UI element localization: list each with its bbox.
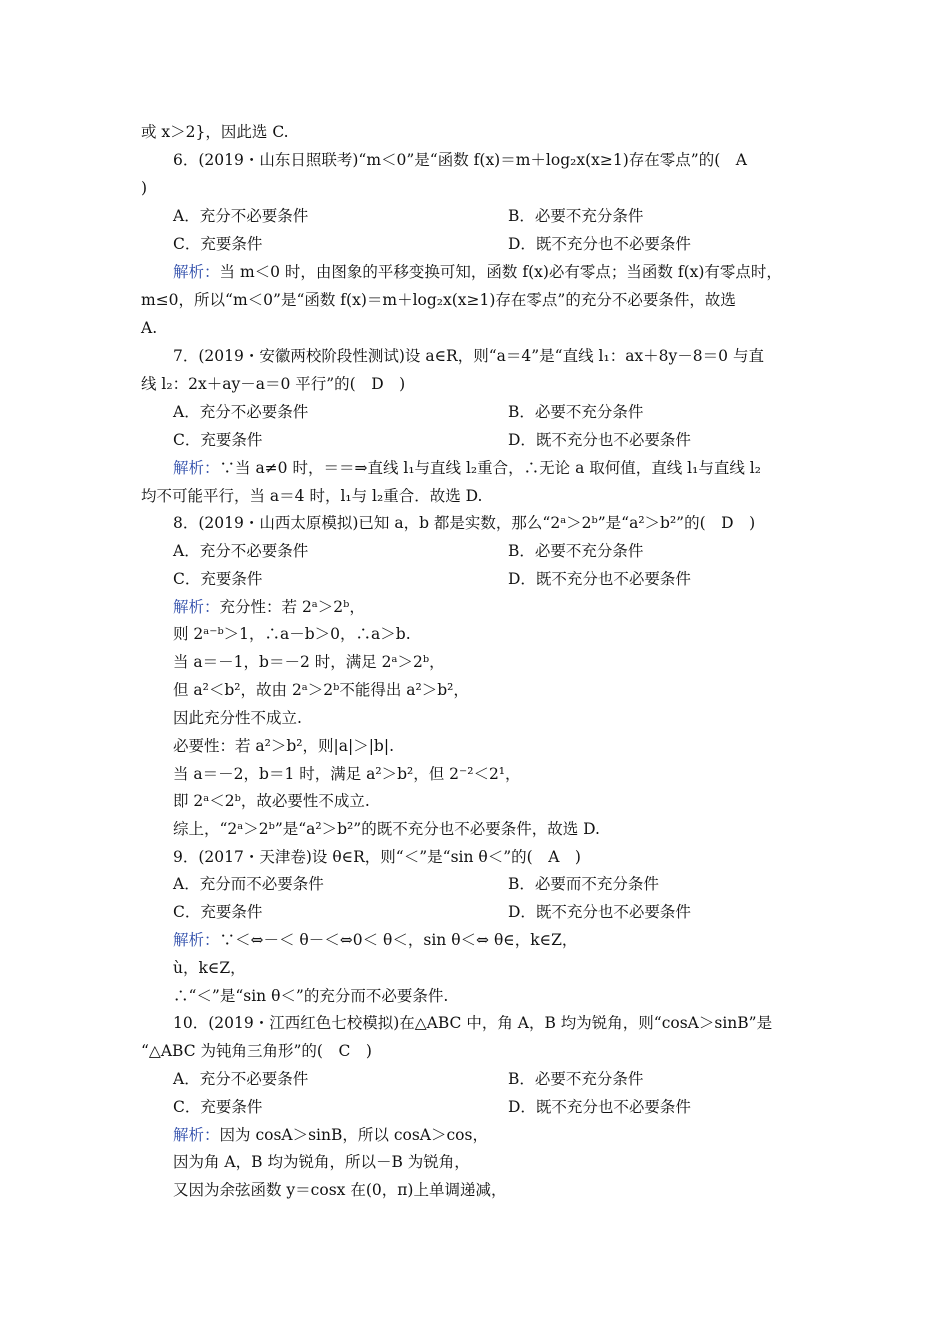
question-7-option-b: B．必要不充分条件 bbox=[508, 403, 644, 421]
analysis-text: 因为 cosA＞sinB，所以 cosA＞cos， bbox=[219, 1126, 488, 1144]
question-6-option-a: A．充分不必要条件 bbox=[173, 207, 309, 225]
analysis-8-line-9: 综上，“2ᵃ＞2ᵇ”是“a²＞b²”的既不充分也不必要条件，故选 D. bbox=[173, 820, 600, 838]
question-6-stem: 6．(2019・山东日照联考)“m＜0”是“函数 f(x)＝m＋log₂x(x≥1)存在零点”的( A bbox=[173, 151, 747, 169]
question-10-stem-2: “△ABC 为钝角三角形”的( C ) bbox=[141, 1042, 372, 1060]
question-10-option-d: D．既不充分也不必要条件 bbox=[508, 1098, 691, 1116]
analysis-label: 解析： bbox=[173, 931, 220, 949]
question-6-stem-end: ) bbox=[141, 179, 148, 197]
question-6-option-c: C．充要条件 bbox=[173, 235, 263, 253]
question-8-option-b: B．必要不充分条件 bbox=[508, 542, 644, 560]
analysis-7-line-2: 均不可能平行，当 a＝4 时，l₁与 l₂重合．故选 D. bbox=[141, 487, 483, 505]
analysis-8-line-6: 必要性：若 a²＞b²，则|a|＞|b|. bbox=[173, 737, 394, 755]
analysis-10-line-2: 因为角 A，B 均为锐角，所以－B 为锐角， bbox=[173, 1153, 470, 1171]
question-7-stem-2: 线 l₂：2x＋ay－a＝0 平行”的( D ) bbox=[141, 375, 406, 393]
question-7-option-c: C．充要条件 bbox=[173, 431, 263, 449]
question-7-stem: 7．(2019・安徽两校阶段性测试)设 a∈R，则“a＝4”是“直线 l₁：ax＋8y－8＝0 与直 bbox=[173, 347, 764, 365]
analysis-8-line-1 bbox=[173, 597, 365, 617]
analysis-label: 解析： bbox=[173, 263, 220, 281]
analysis-text: 当 m＜0 时，由图象的平移变换可知，函数 f(x)必有零点；当函数 f(x)有零点时， bbox=[219, 263, 782, 281]
analysis-8-line-7: 当 a＝－2，b＝1 时，满足 a²＞b²，但 2⁻²＜2¹， bbox=[173, 765, 521, 783]
question-8-stem: 8．(2019・山西太原模拟)已知 a，b 都是实数，那么“2ᵃ＞2ᵇ”是“a²＞b²”的( D ) bbox=[173, 514, 756, 532]
analysis-6-line-2: m≤0，所以“m＜0”是“函数 f(x)＝m＋log₂x(x≥1)存在零点”的充分不必要条件，故选 bbox=[141, 291, 736, 309]
analysis-9-line-2: ù，k∈Z， bbox=[173, 959, 246, 977]
analysis-text: 充分性：若 2ᵃ＞2ᵇ， bbox=[219, 598, 365, 616]
analysis-label: 解析： bbox=[173, 459, 220, 477]
analysis-10-line-1 bbox=[173, 1125, 488, 1145]
analysis-8-line-3: 当 a＝－1，b＝－2 时，满足 2ᵃ＞2ᵇ， bbox=[173, 653, 445, 671]
question-9-option-a: A．充分而不必要条件 bbox=[173, 875, 324, 893]
text-line: 或 x＞2}，因此选 C. bbox=[141, 123, 289, 141]
question-9-option-b: B．必要而不充分条件 bbox=[508, 875, 659, 893]
analysis-text: ∵＜⇔－＜ θ－＜⇔0＜ θ＜，sin θ＜⇔ θ∈，k∈Z， bbox=[219, 931, 578, 949]
analysis-6-line-3: A. bbox=[141, 319, 158, 337]
question-8-option-c: C．充要条件 bbox=[173, 570, 263, 588]
question-8-option-a: A．充分不必要条件 bbox=[173, 542, 309, 560]
analysis-label: 解析： bbox=[173, 1126, 220, 1144]
question-9-stem: 9．(2017・天津卷)设 θ∈R，则“＜”是“sin θ＜”的( A ) bbox=[173, 848, 581, 866]
analysis-8-line-8: 即 2ᵃ＜2ᵇ，故必要性不成立. bbox=[173, 792, 370, 810]
question-10-stem: 10．(2019・江西红色七校模拟)在△ABC 中，角 A，B 均为锐角，则“cosA＞sinB”是 bbox=[173, 1014, 773, 1032]
analysis-6-line-1 bbox=[173, 262, 782, 282]
question-7-option-d: D．既不充分也不必要条件 bbox=[508, 431, 691, 449]
analysis-text: ∵当 a≠0 时，＝＝⇒直线 l₁与直线 l₂重合，∴无论 a 取何值，直线 l₁与直线 l₂ bbox=[219, 459, 761, 477]
question-10-option-c: C．充要条件 bbox=[173, 1098, 263, 1116]
question-6-option-b: B．必要不充分条件 bbox=[508, 207, 644, 225]
analysis-8-line-2: 则 2ᵃ⁻ᵇ＞1，∴a－b＞0，∴a＞b. bbox=[173, 625, 411, 643]
analysis-label: 解析： bbox=[173, 598, 220, 616]
analysis-8-line-4: 但 a²＜b²，故由 2ᵃ＞2ᵇ不能得出 a²＞b²， bbox=[173, 681, 469, 699]
question-9-option-c: C．充要条件 bbox=[173, 903, 263, 921]
analysis-8-line-5: 因此充分性不成立. bbox=[173, 709, 302, 727]
analysis-9-line-3: ∴“＜”是“sin θ＜”的充分而不必要条件. bbox=[173, 987, 449, 1005]
analysis-7-line-1 bbox=[173, 458, 761, 478]
question-9-option-d: D．既不充分也不必要条件 bbox=[508, 903, 691, 921]
analysis-10-line-3: 又因为余弦函数 y＝cosx 在(0，π)上单调递减， bbox=[173, 1181, 507, 1199]
question-7-option-a: A．充分不必要条件 bbox=[173, 403, 309, 421]
question-10-option-a: A．充分不必要条件 bbox=[173, 1070, 309, 1088]
question-10-option-b: B．必要不充分条件 bbox=[508, 1070, 644, 1088]
question-8-option-d: D．既不充分也不必要条件 bbox=[508, 570, 691, 588]
question-6-option-d: D．既不充分也不必要条件 bbox=[508, 235, 691, 253]
analysis-9-line-1 bbox=[173, 930, 577, 950]
